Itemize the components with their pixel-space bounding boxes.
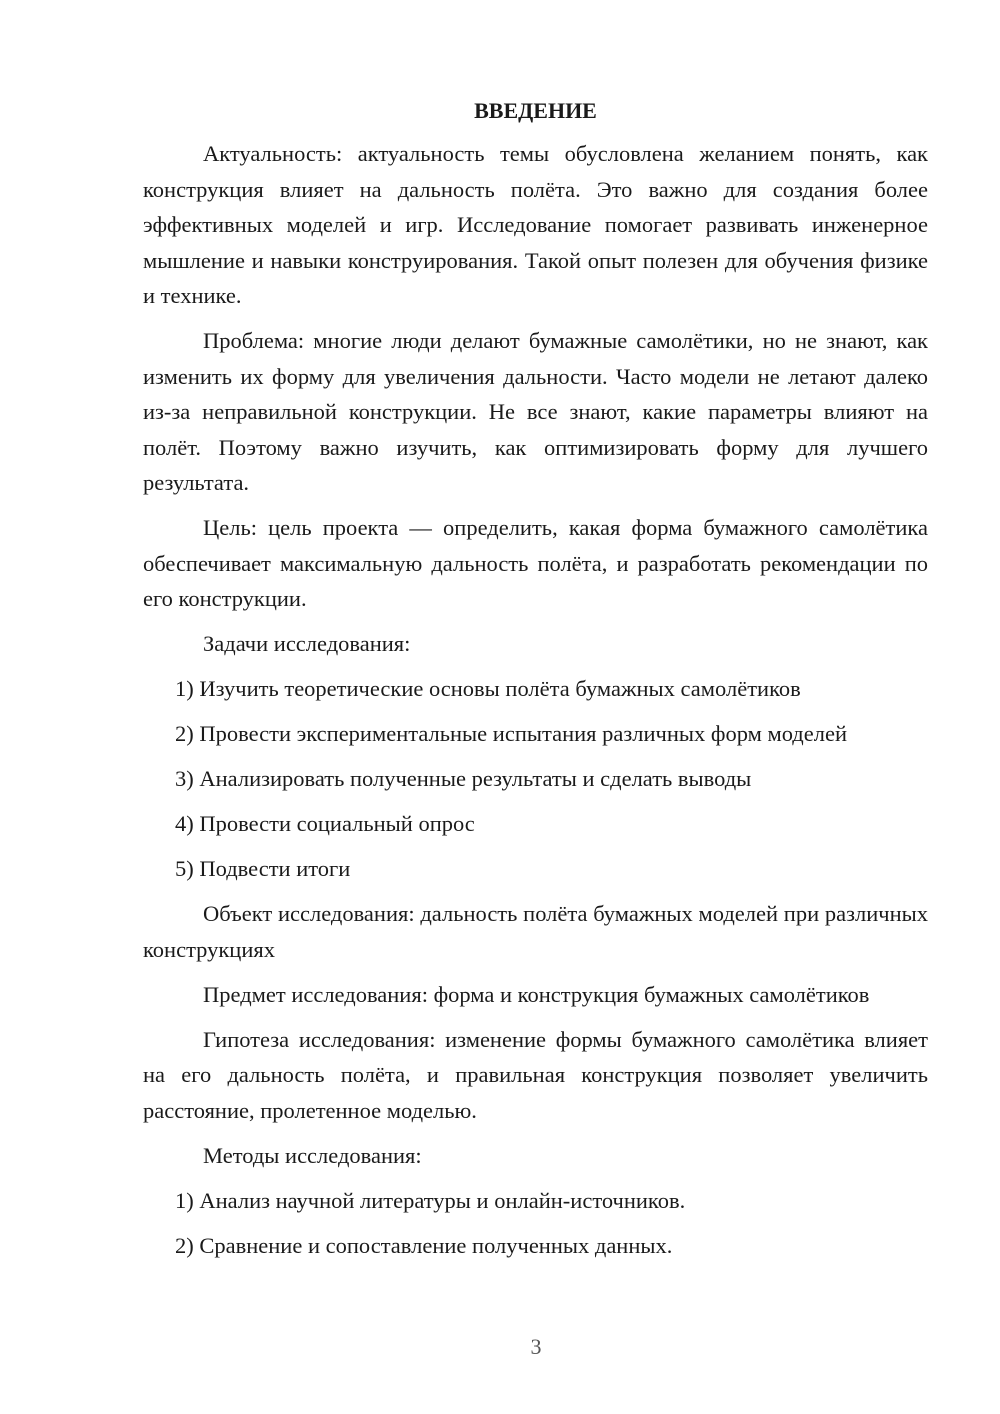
tasks-heading: Задачи исследования: (203, 631, 411, 656)
method-item: 2) Сравнение и сопоставление полученных данных. (175, 1232, 673, 1258)
task-item: 1) Изучить теоретические основы полёта бумажных самолётиков (175, 676, 801, 701)
section-title: ВВЕДЕНИЕ (474, 98, 597, 123)
object-paragraph: Объект исследования: дальность полёта бумажных моделей при различных конструкциях (143, 901, 928, 962)
problem-paragraph: Проблема: многие люди делают бумажные самолётики, но не знают, как изменить их форму для увеличения дальности. Часто модели не летают далеко из-за неправильной конструкции. Не все знают, какие параметры влияют на полёт. Поэтому важно изучить, как оптимизировать форму для лучшего результата. (143, 328, 928, 495)
task-item: 5) Подвести итоги (175, 856, 351, 881)
task-item: 2) Провести экспериментальные испытания различных форм моделей (175, 721, 848, 746)
task-item: 3) Анализировать полученные результаты и сделать выводы (175, 766, 752, 791)
subject-paragraph: Предмет исследования: форма и конструкция бумажных самолётиков (203, 981, 870, 1007)
methods-heading: Методы исследования: (203, 1142, 422, 1168)
task-item: 4) Провести социальный опрос (175, 811, 475, 836)
method-item: 1) Анализ научной литературы и онлайн-источников. (175, 1187, 686, 1213)
relevance-paragraph: Актуальность: актуальность темы обусловлена желанием понять, как конструкция влияет на дальность полёта. Это важно для создания более эффективных моделей и игр. Исследование помогает развивать инженерное мышление и навыки конструирования. Такой опыт полезен для обучения физике и технике. (143, 141, 928, 308)
page-number: 3 (530, 1334, 542, 1359)
document-page (143, 96, 928, 1273)
hypothesis-paragraph: Гипотеза исследования: изменение формы бумажного самолётика влияет на его дальность полёта, и правильная конструкция позволяет увеличить расстояние, пролетенное моделью. (143, 1026, 928, 1123)
goal-paragraph: Цель: цель проекта — определить, какая форма бумажного самолётика обеспечивает максимальную дальность полёта, и разработать рекомендации по его конструкции. (143, 515, 928, 611)
